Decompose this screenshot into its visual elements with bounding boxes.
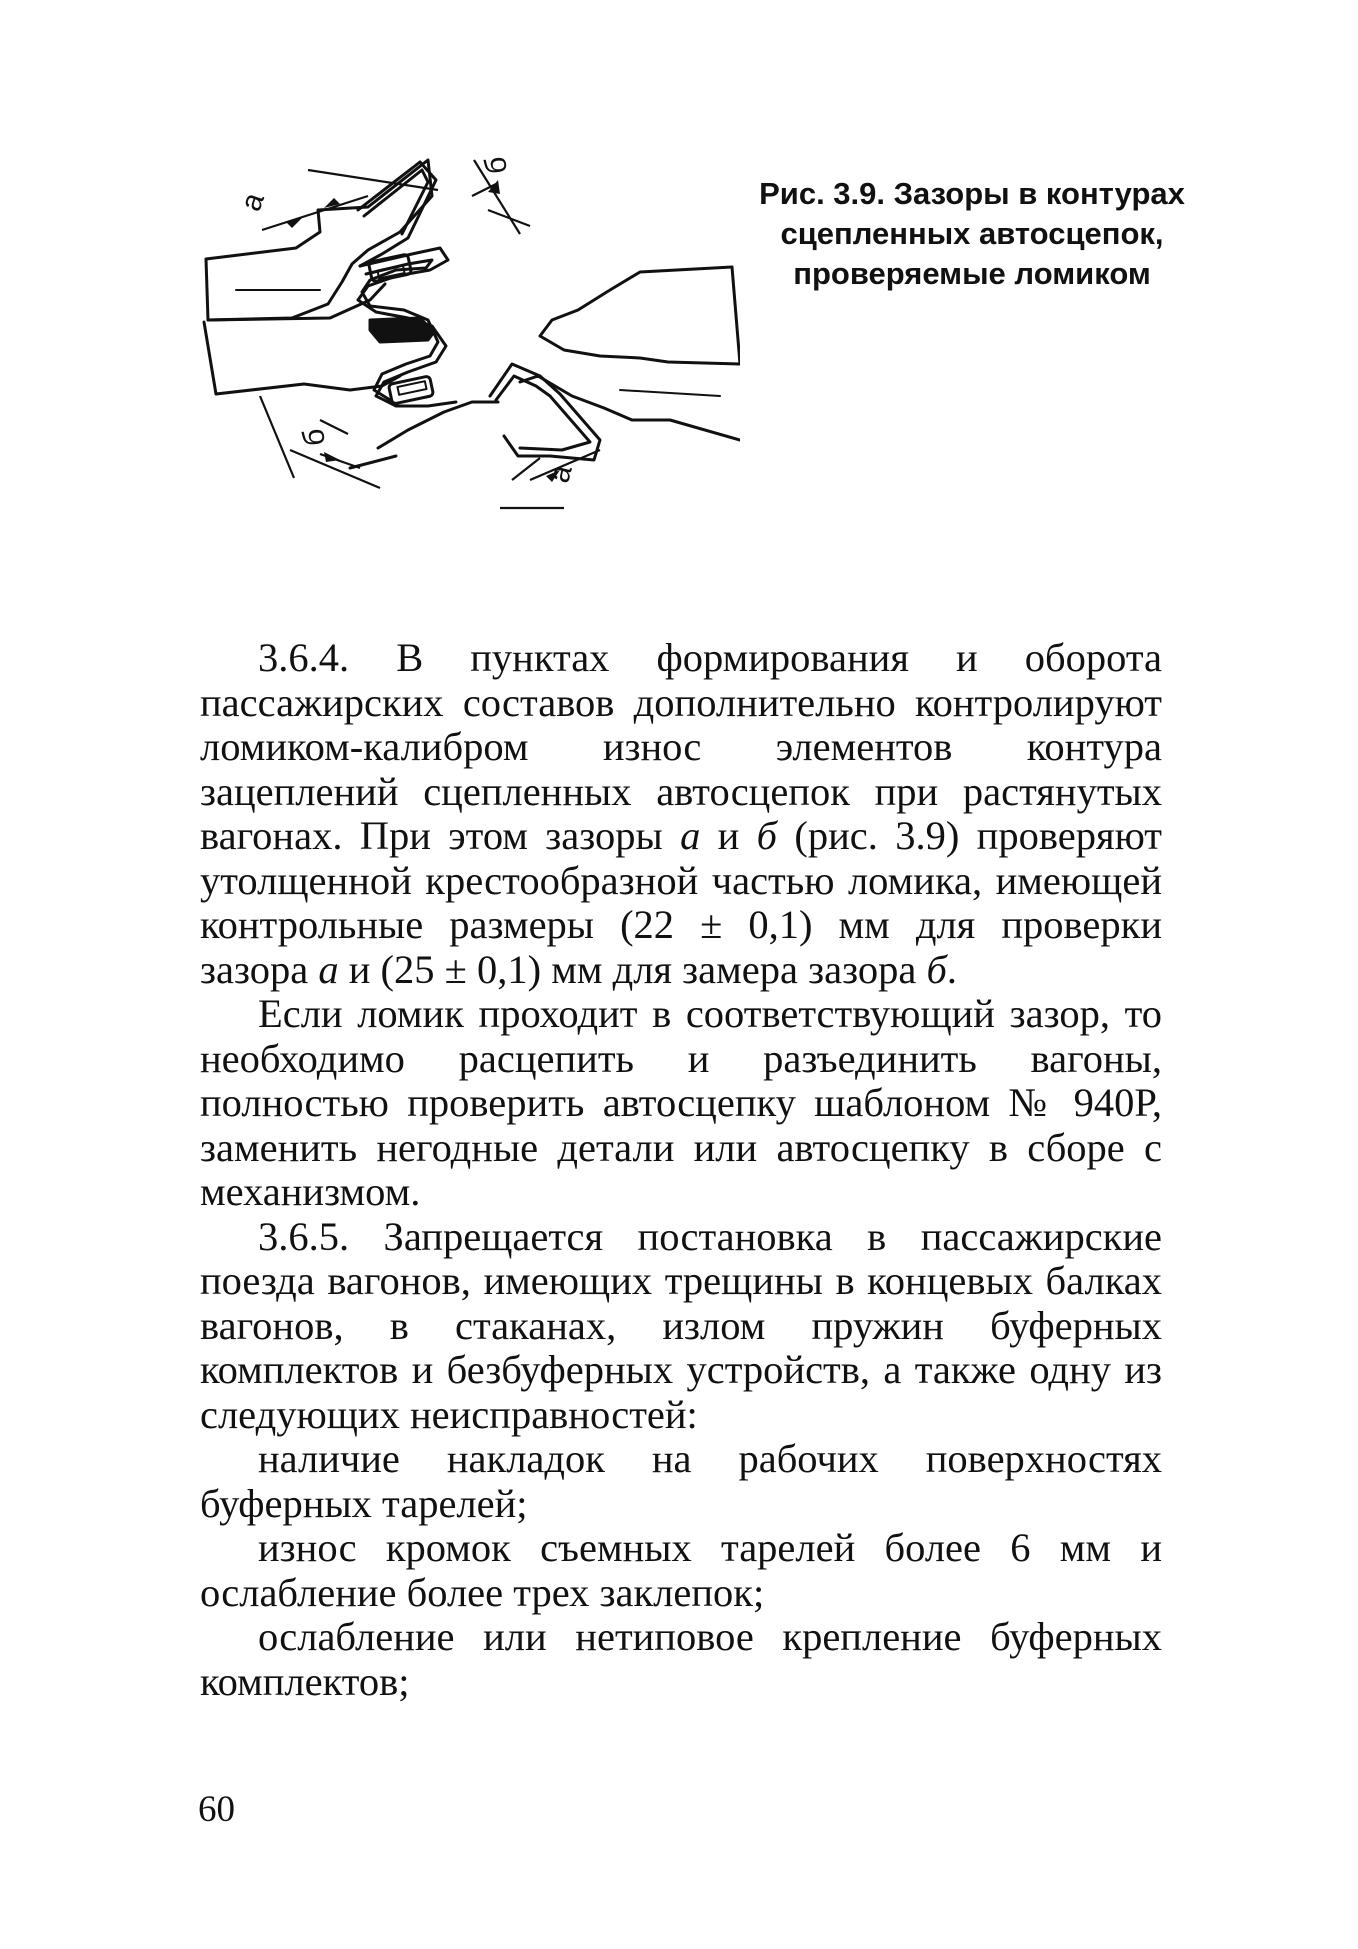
italic-gap-letter: а (680, 813, 701, 858)
paragraph-3-6-5 (200, 1215, 1162, 1438)
gap-label-b-top: б (479, 155, 514, 176)
list-item-loose-mounting (200, 1615, 1162, 1704)
list-item-buffer-plates (200, 1437, 1162, 1526)
text-segment: ослабление или нетиповое крепление буферных комплектов; (200, 1614, 1162, 1704)
figure-caption: Рис. 3.9. Зазоры в контурах сцепленных автосцепок, проверяемые ломиком (759, 176, 1185, 291)
coupler-figure (200, 150, 740, 600)
text-segment: 3.6.4. В пунктах формирования и оборота пассажирских составов дополнительно контролируют ломиком-калибром износ элементов контура зацеплений сцепленных автосцепок при растянутых вагонах. При этом зазоры (200, 635, 1162, 858)
gap-label-a-bottom: а (542, 461, 579, 487)
coupler-gap-drawing (200, 150, 740, 600)
italic-gap-letter: а (318, 946, 339, 992)
text-segment: (рис. 3.9) проверяют утолщенной крестообразной частью ломика, имеющей контрольные размеры (22 ± 0,1) мм для проверки зазора (200, 813, 1162, 992)
paragraph-if-bar-passes (200, 992, 1162, 1215)
list-item-edge-wear (200, 1526, 1162, 1615)
right-coupler-body (540, 267, 740, 364)
paragraph-3-6-4 (200, 636, 1162, 992)
text-segment: . (946, 946, 957, 992)
text-segment: и (25 ± 0,1) мм для замера зазора (338, 946, 927, 992)
gap-label-a-top: а (234, 188, 271, 216)
text-segment: и (700, 813, 757, 858)
text-segment: 3.6.5. Запрещается постановка в пассажирские поезда вагонов, имеющих трещины в концевых балках вагонов, в стаканах, излом пружин буферных комплектов и безбуферных устройств, а также одну из следующих неисправностей: (200, 1213, 1162, 1437)
body-text (200, 636, 1162, 1704)
italic-gap-letter: б (926, 946, 947, 992)
text-segment: наличие накладок на рабочих поверхностях буферных тарелей; (200, 1436, 1162, 1526)
italic-gap-letter: б (756, 813, 778, 858)
text-segment: износ кромок съемных тарелей более 6 мм и ослабление более трех заклепок; (200, 1525, 1162, 1615)
gap-label-b-bottom: б (297, 427, 332, 448)
page-number: 60 (198, 1789, 235, 1830)
text-segment: Если ломик проходит в соответствующий зазор, то необходимо расцепить и разъединить вагоны, полностью проверить автосцепку шаблоном № 940Р, заменить негодные детали или автосцепку в сборе с механизмом. (200, 991, 1162, 1214)
